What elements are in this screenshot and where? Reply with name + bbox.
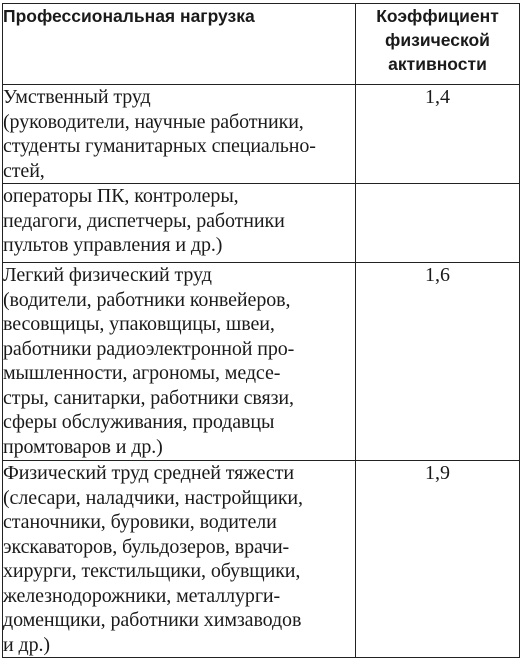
table-header-row bbox=[3, 4, 520, 85]
load-description bbox=[3, 263, 356, 461]
description-line: промтоваров и др.) bbox=[3, 435, 163, 458]
header-coef-line: активности bbox=[388, 54, 487, 74]
description-line: железнодорожники, металлурги- bbox=[3, 584, 281, 607]
description-line: студенты гуманитарных специально- bbox=[3, 135, 316, 157]
load-description bbox=[3, 85, 356, 184]
load-description bbox=[3, 184, 356, 263]
description-line: весовщицы, упаковщицы, швеи, bbox=[3, 313, 275, 335]
description-line: (водители, работники конвейеров, bbox=[3, 288, 291, 311]
description-line: стей, bbox=[3, 159, 45, 182]
table-row-light-physical-work bbox=[3, 263, 520, 461]
table-row-medium-physical-work bbox=[3, 461, 520, 658]
description-line: операторы ПК, контролеры, bbox=[3, 185, 239, 207]
activity-coefficient: 1,4 bbox=[356, 85, 520, 184]
table-row-mental-work-continued bbox=[3, 184, 520, 263]
header-professional-load bbox=[3, 4, 356, 85]
activity-coefficient: 1,6 bbox=[356, 263, 520, 461]
header-coef-line: физической bbox=[385, 30, 490, 50]
header-coef-line: Коэффициент bbox=[376, 6, 499, 26]
description-line: стры, санитарки, работники связи, bbox=[3, 386, 294, 409]
description-line: и др.) bbox=[3, 633, 50, 656]
header-activity-coefficient bbox=[356, 4, 520, 85]
physical-activity-table bbox=[2, 3, 520, 658]
header-professional-load-label: Профессиональная нагрузка bbox=[3, 6, 255, 26]
description-line: мышленности, агрономы, медсе- bbox=[3, 362, 281, 384]
description-line: Физический труд средней тяжести bbox=[3, 462, 294, 484]
description-line: пультов управления и др.) bbox=[3, 234, 223, 256]
description-line: (руководители, научные работники, bbox=[3, 110, 304, 133]
description-line: экскаваторов, бульдозеров, врачи- bbox=[3, 535, 290, 558]
activity-coefficient: 1,9 bbox=[356, 461, 520, 658]
description-line: сферы обслуживания, продавцы bbox=[3, 411, 275, 433]
description-line: (слесари, наладчики, настройщики, bbox=[3, 486, 303, 509]
description-line: работники радиоэлектронной про- bbox=[3, 337, 295, 360]
description-line: станочники, буровики, водители bbox=[3, 511, 277, 533]
description-line: хирурги, текстильщики, обувщики, bbox=[3, 560, 301, 582]
load-description bbox=[3, 461, 356, 658]
table-row-mental-work bbox=[3, 85, 520, 184]
description-line: доменщики, работники химзаводов bbox=[3, 609, 302, 631]
description-line: Легкий физический труд bbox=[3, 264, 212, 286]
activity-coefficient bbox=[356, 184, 520, 263]
description-line: Умственный труд bbox=[3, 86, 151, 108]
description-line: педагоги, диспетчеры, работники bbox=[3, 209, 285, 232]
